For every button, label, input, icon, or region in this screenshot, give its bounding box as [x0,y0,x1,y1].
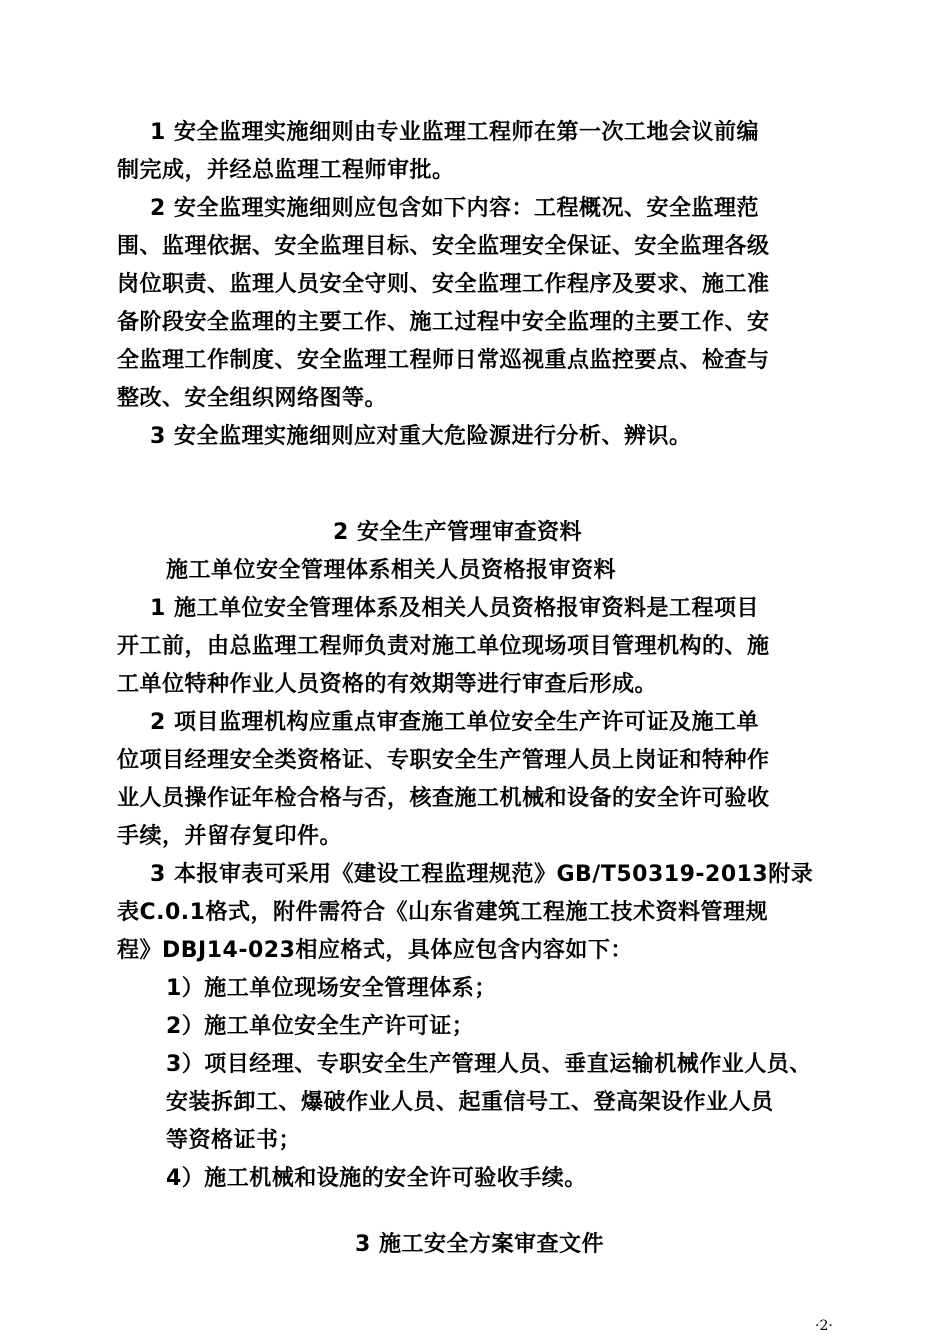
subsection-heading: 施工单位安全管理体系相关人员资格报审资料 [166,558,617,583]
list-item-continuation: 等资格证书； [166,1128,302,1153]
paragraph-line: 备阶段安全监理的主要工作、施工过程中安全监理的主要工作、安 [117,310,770,335]
paragraph-line: 围、监理依据、安全监理目标、安全监理安全保证、安全监理各级 [117,234,770,259]
paragraph-line: 程》DBJ14-023相应格式，具体应包含内容如下： [117,938,633,963]
list-item: 1）施工单位现场安全管理体系； [166,976,497,1001]
list-item: 3）项目经理、专职安全生产管理人员、垂直运输机械作业人员、 [166,1052,812,1077]
paragraph-line: 3 本报审表可采用《建设工程监理规范》GB/T50319-2013附录 [150,862,814,887]
paragraph-line: 制完成，并经总监理工程师审批。 [117,158,455,183]
paragraph-line: 整改、安全组织网络图等。 [117,386,388,411]
paragraph-line: 业人员操作证年检合格与否，核查施工机械和设备的安全许可验收 [117,786,770,811]
paragraph-line: 1 安全监理实施细则由专业监理工程师在第一次工地会议前编 [150,120,759,145]
paragraph-line: 2 安全监理实施细则应包含如下内容：工程概况、安全监理范 [150,196,759,221]
paragraph-line: 手续，并留存复印件。 [117,824,343,849]
list-item: 4）施工机械和设施的安全许可验收手续。 [166,1166,587,1191]
paragraph-line: 位项目经理安全类资格证、专职安全生产管理人员上岗证和特种作 [117,748,770,773]
paragraph-line: 岗位职责、监理人员安全守则、安全监理工作程序及要求、施工准 [117,272,770,297]
paragraph-line: 开工前，由总监理工程师负责对施工单位现场项目管理机构的、施 [117,634,770,659]
paragraph-line: 2 项目监理机构应重点审查施工单位安全生产许可证及施工单 [150,710,759,735]
page-number: ·2· [815,1318,833,1334]
section-heading: 2 安全生产管理审查资料 [333,520,582,545]
paragraph-line: 工单位特种作业人员资格的有效期等进行审查后形成。 [117,672,658,697]
section-heading: 3 施工安全方案审查文件 [355,1232,604,1257]
list-item-continuation: 安装拆卸工、爆破作业人员、起重信号工、登高架设作业人员 [166,1090,774,1115]
paragraph-line: 1 施工单位安全管理体系及相关人员资格报审资料是工程项目 [150,596,759,621]
paragraph-line: 3 安全监理实施细则应对重大危险源进行分析、辨识。 [150,424,692,449]
paragraph-line: 表C.0.1格式，附件需符合《山东省建筑工程施工技术资料管理规 [117,900,768,925]
paragraph-line: 全监理工作制度、安全监理工程师日常巡视重点监控要点、检查与 [117,348,770,373]
list-item: 2）施工单位安全生产许可证； [166,1014,475,1039]
